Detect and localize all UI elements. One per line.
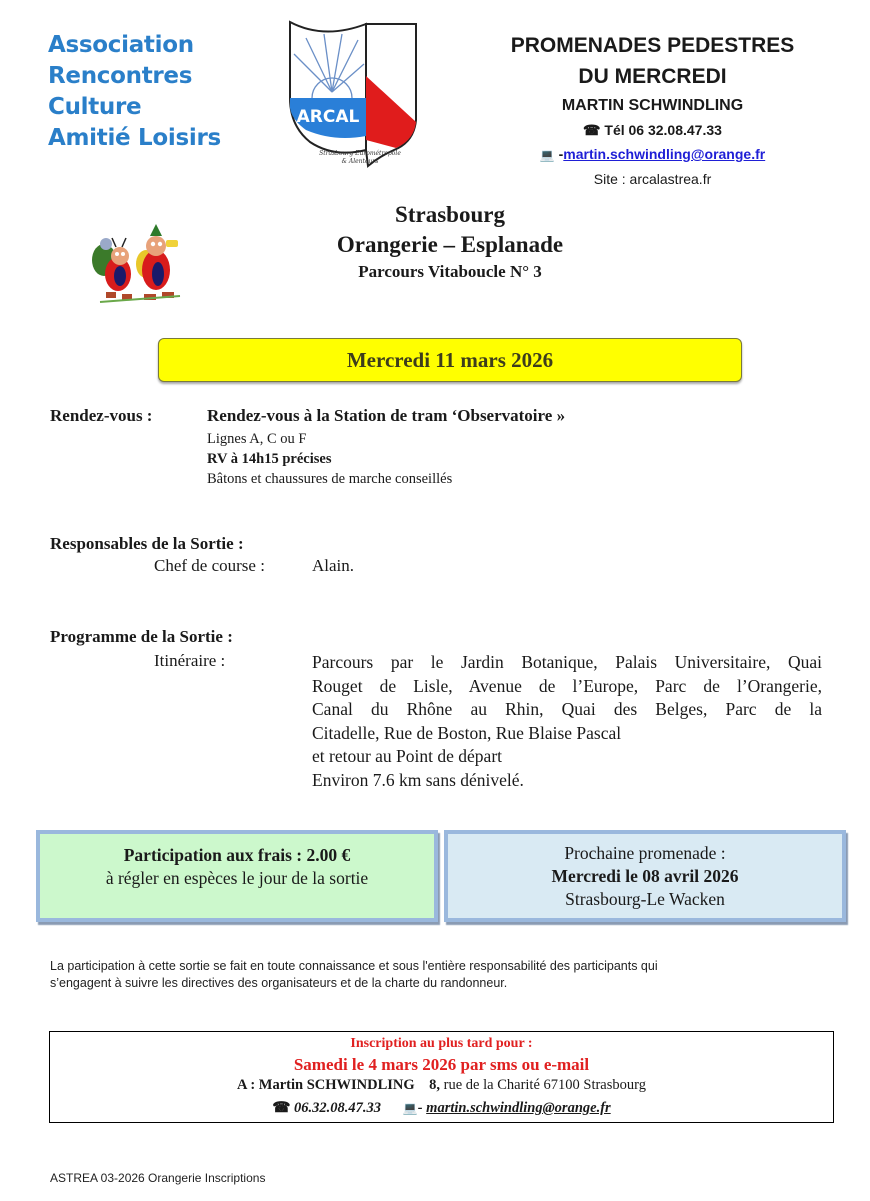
association-line: Amitié Loisirs (48, 125, 221, 151)
association-line: Rencontres (48, 63, 193, 89)
contact-email (480, 142, 825, 167)
event-route: Parcours Vitaboucle N° 3 (358, 262, 542, 281)
itinerary-line: Citadelle, Rue de Boston, Rue Blaise Pascal (312, 722, 622, 743)
inscription-box (49, 1031, 834, 1123)
disclaimer-line: La participation à cette sortie se fait en toute connaissance et sous l'entière responsabilité des participants qui (50, 959, 658, 973)
disclaimer (50, 958, 840, 992)
email-prefix: - (558, 146, 564, 162)
event-city: Strasbourg (395, 202, 505, 227)
inscription-email-prefix: - (417, 1100, 427, 1116)
contact-phone-number: Tél 06 32.08.47.33 (604, 122, 722, 138)
rendezvous-label: Rendez-vous : (50, 406, 153, 425)
arcal-logo-text: ARCAL (296, 107, 360, 127)
inscription-deadline: Samedi le 4 mars 2026 par sms ou e-mail (293, 1055, 590, 1074)
site-url: Site : arcalastrea.fr (593, 171, 712, 187)
logo-caption-line: & Alentours (341, 158, 379, 165)
arcal-logo (284, 18, 424, 170)
fees-payment-note: à régler en espèces le jour de la sortie (105, 868, 369, 888)
inscription-recipient: A : Martin SCHWINDLING (237, 1077, 415, 1093)
association-line: Culture (48, 94, 142, 120)
ladybug-hikers-illustration (86, 218, 186, 310)
fees-amount: Participation aux frais : 2.00 € (123, 845, 351, 865)
inscription-deadline-label: Inscription au plus tard pour : (350, 1036, 533, 1051)
itinerary-line: et retour au Point de départ (312, 746, 503, 766)
computer-icon: 💻 (402, 1101, 418, 1115)
header-contact (480, 30, 825, 191)
itinerary-text (312, 651, 822, 792)
association-name (48, 30, 221, 154)
logo-caption-line: Strasbourg Eurométropole (319, 150, 401, 157)
chef-de-course-label: Chef de course : (154, 556, 265, 575)
event-titles (230, 200, 670, 284)
header-title-line1: PROMENADES PEDESTRES (510, 34, 795, 57)
fees-box (36, 830, 438, 922)
disclaimer-line: s’engagent à suivre les directives des organisateurs et de la charte du randonneur. (50, 976, 508, 990)
contact-phone (480, 118, 825, 142)
contact-name: MARTIN SCHWINDLING (561, 97, 744, 114)
inscription-phone: 06.32.08.47.33 (294, 1100, 381, 1116)
itinerary-line: Environ 7.6 km sans dénivelé. (312, 769, 524, 790)
event-date-banner: Mercredi 11 mars 2026 (158, 338, 742, 382)
inscription-address-number: 8, (429, 1077, 441, 1093)
itinerary-label: Itinéraire : (154, 651, 226, 670)
next-walk-date: Mercredi le 08 avril 2026 (551, 866, 739, 886)
itinerary-line: Canal du Rhône au Rhin, Quai des Belges, Parc de la (312, 699, 822, 719)
computer-icon: 💻 (539, 148, 555, 162)
phone-icon: ☎ (272, 1100, 291, 1116)
phone-icon: ☎ (583, 122, 601, 138)
inscription-address-street: rue de la Charité 67100 Strasbourg (440, 1077, 646, 1093)
email-link[interactable]: martin.schwindling@orange.fr (563, 146, 766, 162)
event-area: Orangerie – Esplanade (336, 232, 564, 257)
next-walk-location: Strasbourg-Le Wacken (565, 889, 725, 909)
header-title-line2: DU MERCREDI (578, 65, 727, 88)
itinerary-line: Parcours par le Jardin Botanique, Palais Universitaire, Quai (312, 652, 822, 672)
rendezvous-time: RV à 14h15 précises (207, 451, 332, 467)
document-footer: ASTREA 03-2026 Orangerie Inscriptions (50, 1171, 266, 1185)
itinerary-line: Rouget de Lisle, Avenue de l’Europe, Parc de l’Orangerie, (312, 675, 822, 696)
inscription-email-link[interactable]: martin.schwindling@orange.fr (426, 1100, 611, 1116)
chef-de-course-value: Alain. (312, 556, 355, 575)
association-line: Association (48, 32, 194, 58)
inscription-contact (50, 1096, 833, 1120)
rendezvous-advice: Bâtons et chaussures de marche conseillés (207, 471, 453, 487)
next-walk-box (444, 830, 846, 922)
responsables-label: Responsables de la Sortie : (50, 534, 244, 553)
rendezvous-location: Rendez-vous à la Station de tram ‘Observatoire » (207, 406, 566, 425)
programme-label: Programme de la Sortie : (50, 627, 233, 646)
inscription-address (50, 1075, 833, 1096)
logo-caption (290, 150, 430, 166)
next-walk-label: Prochaine promenade : (564, 843, 726, 863)
rendezvous-tram-lines: Lignes A, C ou F (207, 431, 307, 447)
